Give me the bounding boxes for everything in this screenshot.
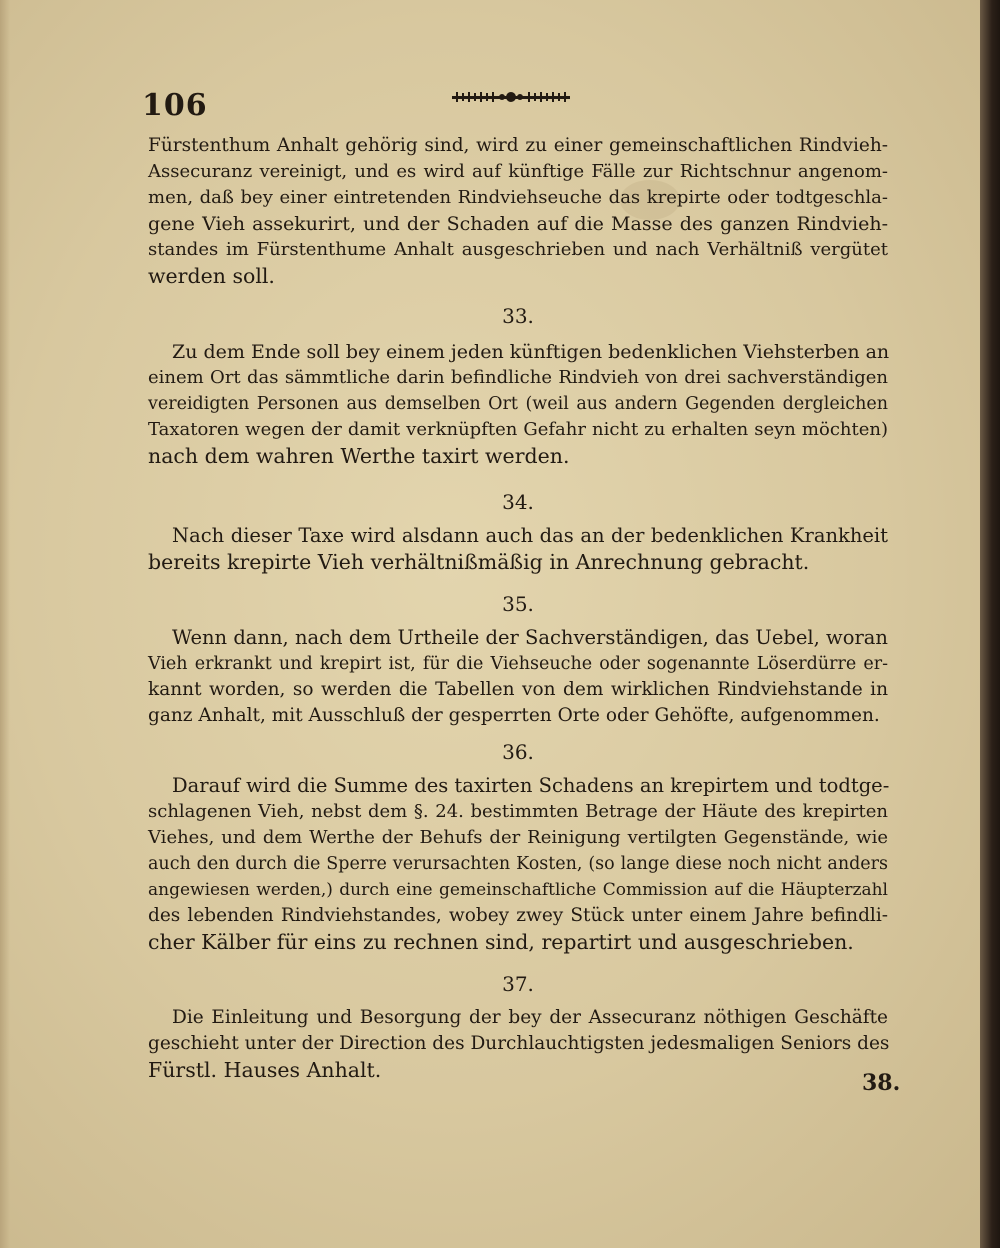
text-line: schlagenen Vieh, nebst dem §. 24. bestimmten Betrage der Häute des krepirten <box>148 801 888 822</box>
section-number: 37. <box>502 972 534 996</box>
text-line: Taxatoren wegen der damit verknüpften Gefahr nicht zu erhalten seyn möchten) <box>148 419 888 440</box>
header-ornament <box>452 90 570 104</box>
section-number: 34. <box>502 490 534 514</box>
text-line: gene Vieh assekurirt, und der Schaden auf die Masse des ganzen Rindvieh- <box>148 213 888 235</box>
text-line: Die Einleitung und Besorgung der bey der Assecuranz nöthigen Geschäfte <box>172 1007 888 1028</box>
text-line: Fürstl. Hauses Anhalt. <box>148 1058 382 1082</box>
text-line: bereits krepirte Vieh verhältnißmäßig in Anrechnung gebracht. <box>148 550 810 574</box>
text-line: Wenn dann, nach dem Urtheile der Sachverständigen, das Uebel, woran <box>172 626 888 649</box>
text-line: kannt worden, so werden die Tabellen von dem wirklichen Rindviehstande in <box>148 679 888 700</box>
text-line: Nach dieser Taxe wird alsdann auch das an der bedenklichen Krankheit <box>172 524 888 547</box>
text-line: ganz Anhalt, mit Ausschluß der gesperrten Orte oder Gehöfte, aufgenommen. <box>148 705 880 726</box>
page-number: 106 <box>142 88 208 123</box>
text-line: cher Kälber für eins zu rechnen sind, repartirt und ausgeschrieben. <box>148 930 854 954</box>
text-line: Vieh erkrankt und krepirt ist, für die Viehseuche oder sogenannte Löserdürre er- <box>148 654 888 674</box>
text-line: vereidigten Personen aus demselben Ort (weil aus andern Gegenden dergleichen <box>148 394 888 414</box>
text-line: nach dem wahren Werthe taxirt werden. <box>148 444 570 468</box>
text-line: standes im Fürstenthume Anhalt ausgeschrieben und nach Verhältniß vergütet <box>148 239 888 260</box>
text-line: geschieht unter der Direction des Durchlauchtigsten jedesmaligen Seniors des <box>148 1033 890 1054</box>
section-number: 33. <box>502 304 534 328</box>
text-line: Fürstenthum Anhalt gehörig sind, wird zu einer gemeinschaftlichen Rindvieh- <box>148 135 888 156</box>
text-line: Viehes, und dem Werthe der Behufs der Reinigung vertilgten Gegenstände, wie <box>148 827 888 848</box>
page-left-shadow <box>0 0 10 1248</box>
text-line: werden soll. <box>148 264 275 288</box>
text-line: angewiesen werden,) durch eine gemeinschaftliche Commission auf die Häupterzahl <box>148 880 888 900</box>
text-line: auch den durch die Sperre verursachten Kosten, (so lange diese noch nicht anders <box>148 854 888 874</box>
text-line: Darauf wird die Summe des taxirten Schadens an krepirtem und todtge- <box>172 774 890 797</box>
text-line: Assecuranz vereinigt, und es wird auf künftige Fälle zur Richtschnur angenom- <box>148 161 888 182</box>
catchword: 38. <box>862 1070 901 1096</box>
section-number: 35. <box>502 592 534 616</box>
text-line: men, daß bey einer eintretenden Rindviehseuche das krepirte oder todtgeschla- <box>148 187 888 208</box>
section-number: 36. <box>502 740 534 764</box>
page-right-edge <box>980 0 1000 1248</box>
text-line: des lebenden Rindviehstandes, wobey zwey Stück unter einem Jahre befindli- <box>148 905 888 926</box>
text-line: einem Ort das sämmtliche darin befindliche Rindvieh von drei sachverständigen <box>148 367 888 388</box>
text-line: Zu dem Ende soll bey einem jeden künftigen bedenklichen Viehsterben an <box>172 341 890 363</box>
